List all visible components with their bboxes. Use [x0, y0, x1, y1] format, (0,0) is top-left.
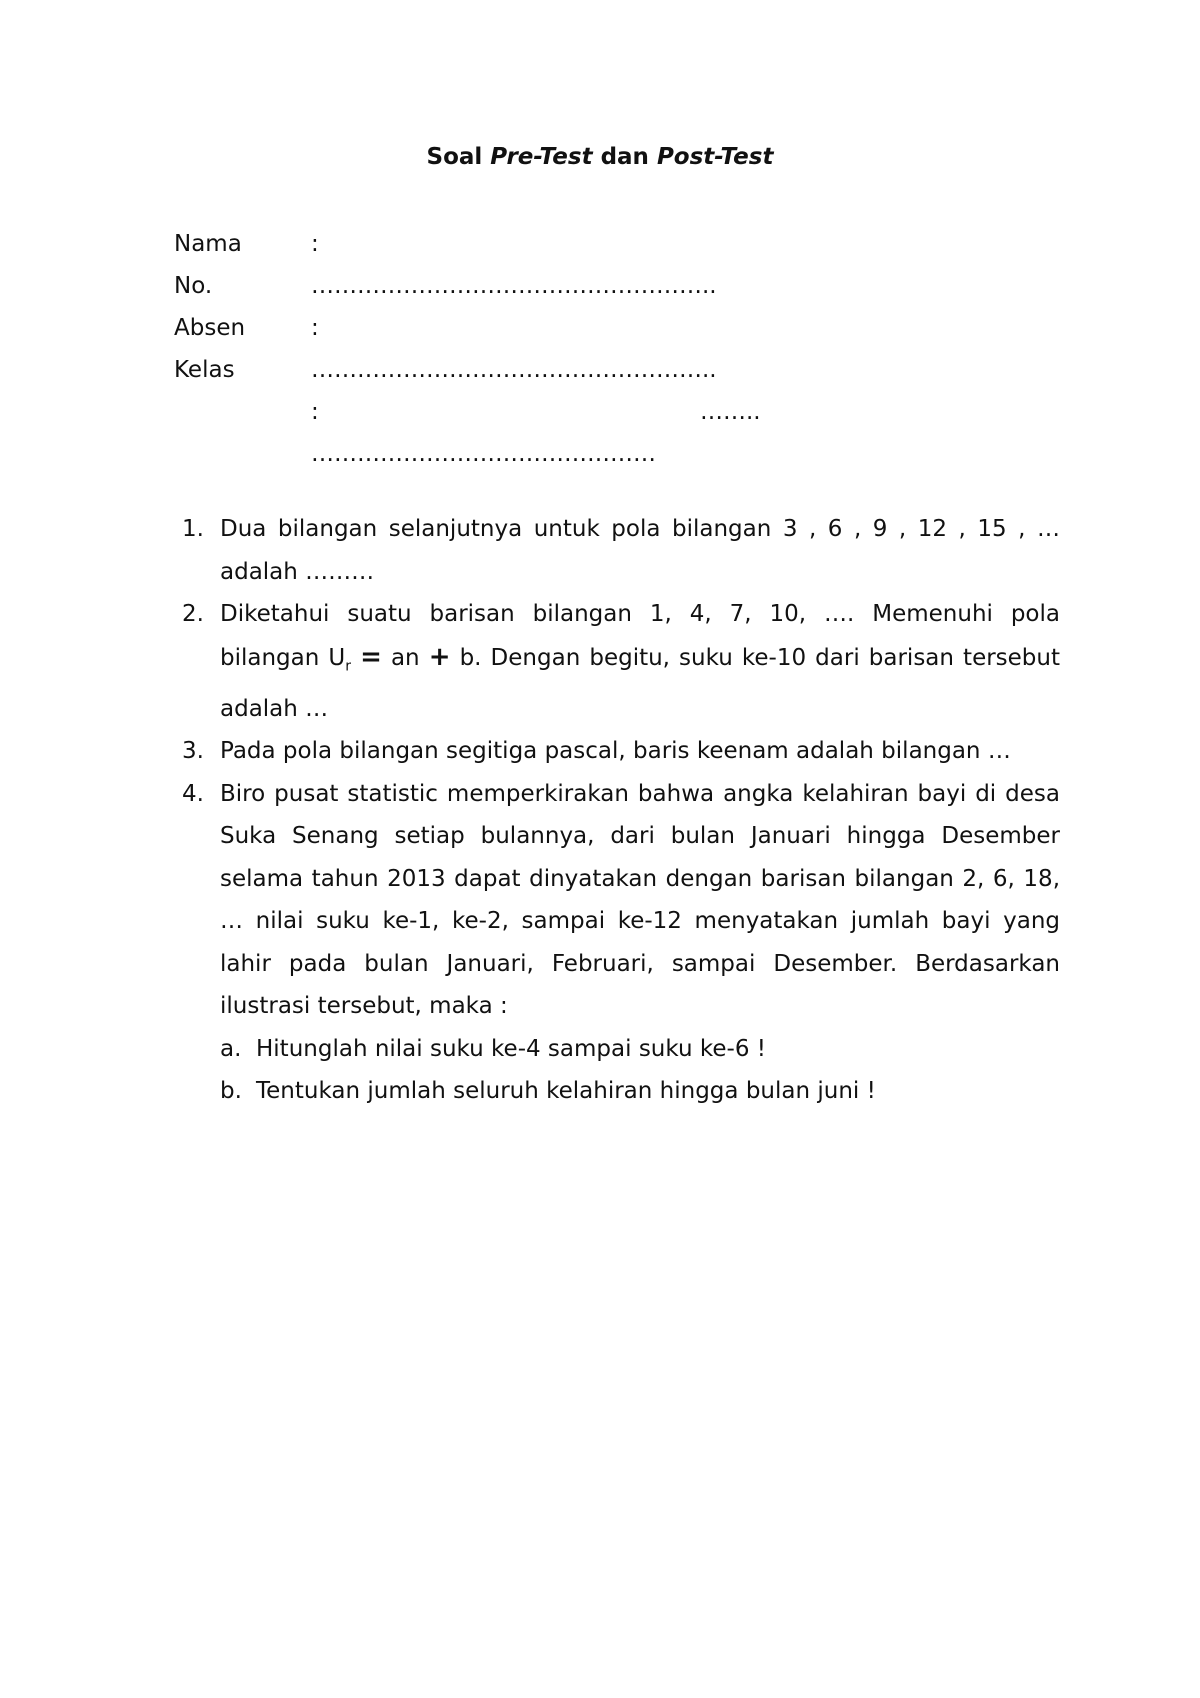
page-title	[0, 142, 1200, 172]
question-list	[174, 508, 1060, 1113]
field-value-2: ……………………………………………..	[311, 273, 717, 299]
question-2	[174, 593, 1060, 730]
question-2-equals: =	[360, 641, 382, 672]
question-4-sub-a-text: Hitunglah nilai suku ke-4 sampai suku ke-6 !	[256, 1035, 766, 1062]
question-4-sub-b-text: Tentukan jumlah seluruh kelahiran hingga bulan juni !	[256, 1078, 876, 1105]
question-2-text-c: b. Dengan begitu, suku ke-10 dari barisan tersebut adalah …	[220, 644, 1061, 722]
question-1-number: 1.	[182, 516, 204, 542]
label-nama: Nama	[174, 231, 242, 257]
title-prefix: Soal	[426, 144, 491, 170]
question-3-text: Pada pola bilangan segitiga pascal, baris keenam adalah bilangan …	[220, 738, 1011, 765]
question-3-number: 3.	[182, 738, 204, 765]
question-4-number: 4.	[182, 780, 204, 807]
question-4-sub-a	[220, 1028, 1060, 1071]
question-2-text-b: an	[390, 644, 420, 671]
question-1-text: Dua bilangan selanjutnya untuk pola bilangan 3 , 6 , 9 , 12 , 15 , … adalah ………	[220, 516, 1060, 585]
question-4-text: Biro pusat statistic memperkirakan bahwa angka kelahiran bayi di desa Suka Senang setiap bulannya, dari bulan Januari hingga Desember selama tahun 2013 dapat dinyatakan dengan barisan bilangan 2, 6, 18, … nilai suku ke-1, ke-2, sampai ke-12 menyatakan jumlah bayi yang lahir pada bulan Januari, Februari, sampai Desember. Berdasarkan ilustrasi tersebut, maka :	[220, 780, 1060, 1020]
question-2-subscript: r	[345, 658, 351, 675]
field-value-5: :	[311, 399, 319, 425]
field-value-3: :	[311, 315, 319, 341]
field-value-4: ……………………………………………..	[311, 357, 717, 383]
question-2-plus: +	[428, 641, 451, 672]
question-2-text-a: Diketahui suatu barisan bilangan 1, 4, 7, 10, …. Memenuhi pola bilangan U	[220, 601, 1060, 671]
field-value-6: ………………………………………	[311, 441, 656, 467]
question-1	[174, 508, 1060, 593]
question-4-sub-b	[220, 1070, 1060, 1113]
title-middle: dan	[592, 144, 657, 170]
question-4	[174, 773, 1060, 1113]
question-2-number: 2.	[182, 601, 204, 627]
question-4-sub-a-letter: a.	[220, 1035, 242, 1062]
label-absen: Absen	[174, 315, 246, 341]
field-value-extra-dots: ……..	[700, 399, 761, 425]
label-no: No.	[174, 273, 213, 299]
field-value-1: :	[311, 231, 319, 257]
title-pre-test: Pre-Test	[490, 144, 593, 170]
label-kelas: Kelas	[174, 357, 235, 383]
title-post-test: Post-Test	[656, 144, 774, 170]
question-3	[174, 730, 1060, 773]
question-4-sub-b-letter: b.	[220, 1078, 242, 1105]
